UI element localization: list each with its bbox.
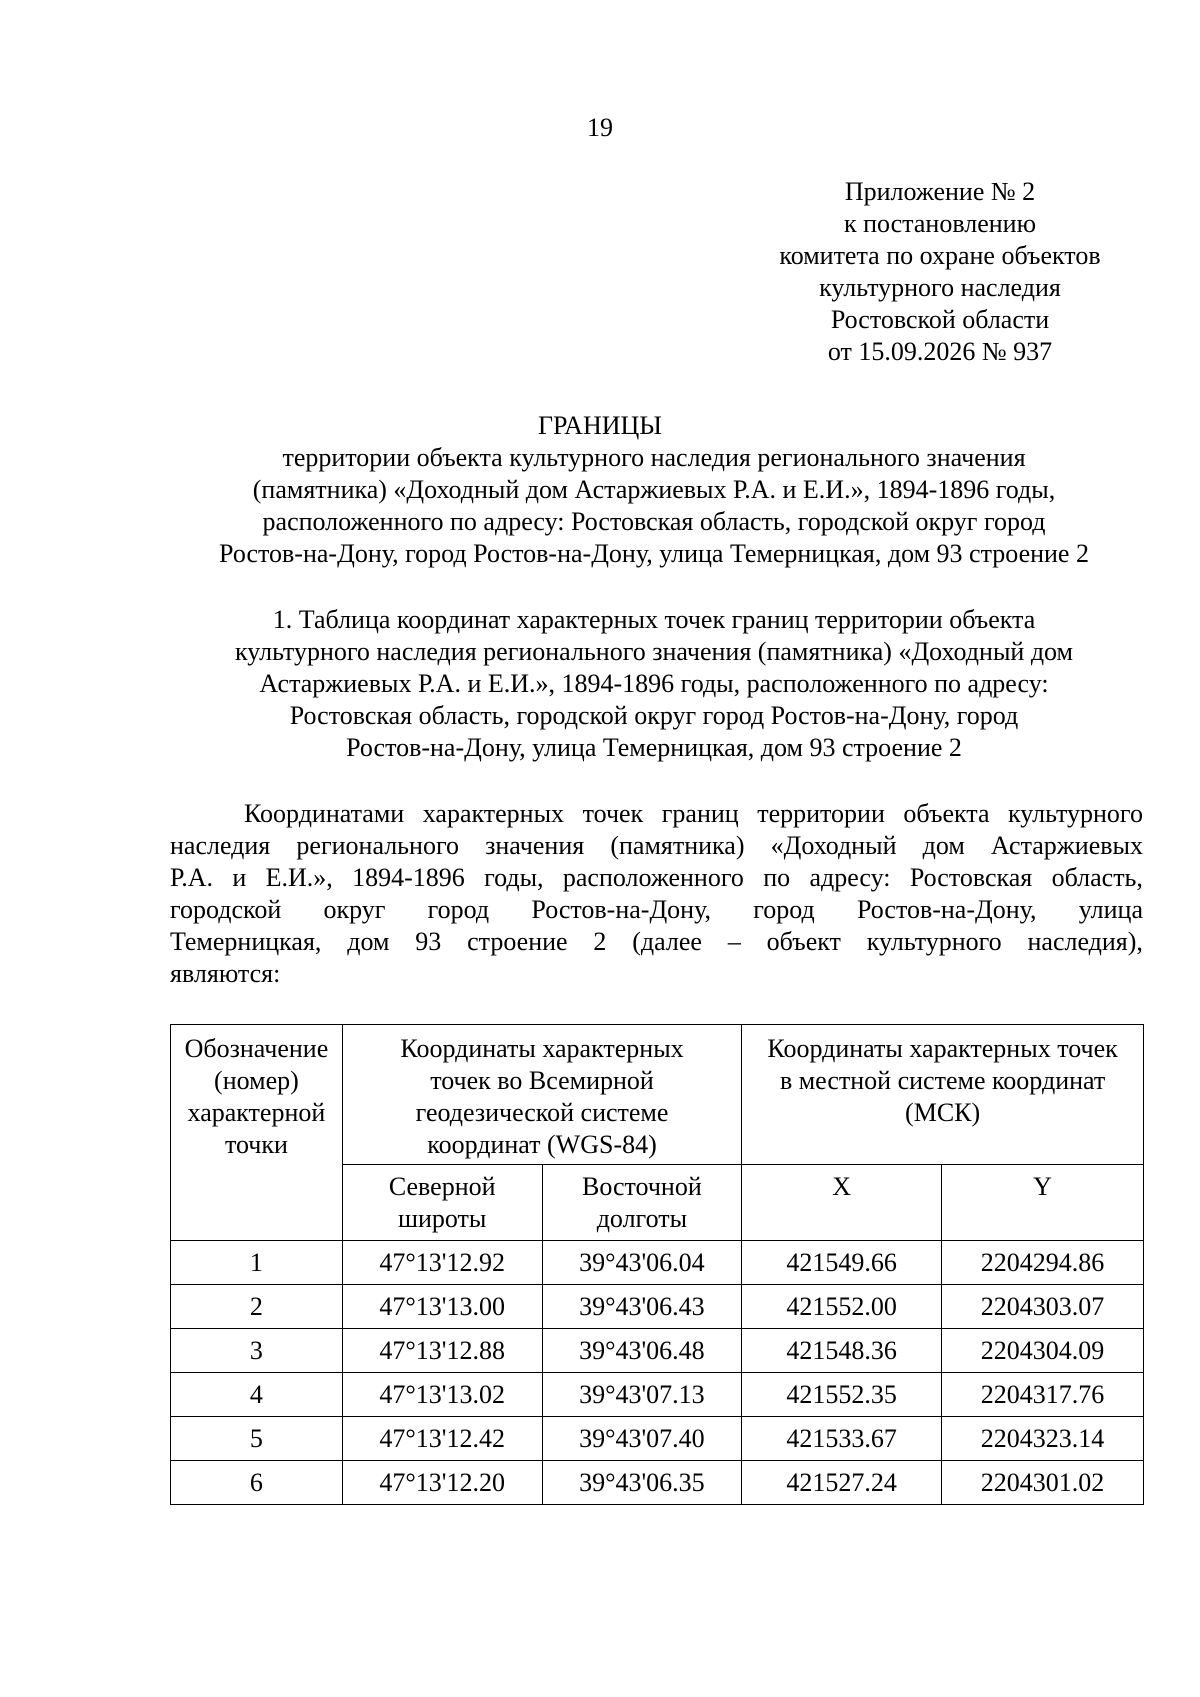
paragraph-word: Р.А.: [170, 863, 213, 892]
paragraph-word: Ростов-на-Дону,: [531, 895, 711, 924]
section-heading-line: Ростовская область, городской округ город Ростов-на-Дону, город: [289, 701, 1019, 730]
latitude-cell: 47°13'12.88: [342, 1329, 542, 1373]
paragraph-line: [170, 958, 1143, 990]
appendix-line: от 15.09.2026 № 937: [827, 337, 1053, 366]
body-paragraph: [170, 798, 1143, 990]
subtitle-line: территории объекта культурного наследия регионального значения: [282, 443, 1026, 472]
latitude-cell: 47°13'12.20: [342, 1461, 542, 1505]
x-cell: 421552.35: [742, 1373, 942, 1417]
appendix-line: Ростовской области: [830, 305, 1050, 334]
longitude-cell: 39°43'06.48: [542, 1329, 742, 1373]
paragraph-word: культурного: [866, 927, 1002, 956]
y-cell: 2204304.09: [942, 1329, 1144, 1373]
paragraph-word: объект: [766, 927, 841, 956]
latitude-cell: 47°13'12.42: [342, 1417, 542, 1461]
header-latitude: Северной широты: [342, 1165, 542, 1241]
paragraph-word: и: [232, 863, 247, 892]
appendix-line: культурного наследия: [819, 273, 1061, 302]
subtitle-line: Ростов-на-Дону, город Ростов-на-Дону, улица Темерницкая, дом 93 строение 2: [219, 539, 1089, 568]
paragraph-word: границ: [661, 799, 739, 828]
header-msk-group: Координаты характерных точек в местной системе координат (МСК): [742, 1025, 1144, 1165]
table-row: [171, 1417, 1144, 1461]
section-heading: [170, 604, 1138, 764]
paragraph-line: [170, 830, 1143, 862]
section-heading-line: культурного наследия регионального значения (памятника) «Доходный дом: [234, 637, 1074, 666]
paragraph-word: Ростовская: [909, 863, 1033, 892]
table-row: [171, 1241, 1144, 1285]
paragraph-word: Е.И.»,: [265, 863, 333, 892]
x-cell: 421552.00: [742, 1285, 942, 1329]
document-subtitle: [170, 442, 1138, 570]
point-number-cell: 4: [171, 1373, 343, 1417]
header-point-number: Обозначение (номер) характерной точки: [171, 1025, 343, 1241]
paragraph-word: 2: [593, 927, 607, 956]
longitude-cell: 39°43'06.35: [542, 1461, 742, 1505]
paragraph-word: город: [753, 895, 815, 924]
paragraph-line: [170, 926, 1143, 958]
longitude-cell: 39°43'07.40: [542, 1417, 742, 1461]
paragraph-word: годы,: [484, 863, 544, 892]
table-row: [171, 1373, 1144, 1417]
paragraph-word: адресу:: [809, 863, 891, 892]
table-row: [171, 1329, 1144, 1373]
paragraph-line: [170, 862, 1143, 894]
paragraph-word: регионального: [296, 831, 459, 860]
paragraph-word: Астаржиевых: [990, 831, 1143, 860]
paragraph-word: характерных: [422, 799, 565, 828]
longitude-cell: 39°43'06.43: [542, 1285, 742, 1329]
point-number-cell: 3: [171, 1329, 343, 1373]
coordinates-table-body: [171, 1241, 1144, 1505]
paragraph-word: значения: [485, 831, 585, 860]
header-wgs84-group: Координаты характерных точек во Всемирной геодезической системе координат (WGS-84): [342, 1025, 741, 1165]
table-row: [171, 1285, 1144, 1329]
paragraph-word: объекта: [903, 799, 990, 828]
latitude-cell: 47°13'12.92: [342, 1241, 542, 1285]
appendix-line: Приложение № 2: [844, 177, 1036, 206]
latitude-cell: 47°13'13.02: [342, 1373, 542, 1417]
paragraph-word: Темерницкая,: [170, 927, 322, 956]
paragraph-word: 1894-1896: [352, 863, 465, 892]
y-cell: 2204317.76: [942, 1373, 1144, 1417]
document-title: ГРАНИЦЫ: [538, 411, 662, 440]
x-cell: 421548.36: [742, 1329, 942, 1373]
subtitle-line: расположенного по адресу: Ростовская область, городской округ город: [262, 507, 1046, 536]
paragraph-line: [170, 798, 1143, 830]
paragraph-word: строение: [467, 927, 568, 956]
y-cell: 2204323.14: [942, 1417, 1144, 1461]
paragraph-word: по: [763, 863, 791, 892]
latitude-cell: 47°13'13.00: [342, 1285, 542, 1329]
paragraph-word: область,: [1051, 863, 1143, 892]
paragraph-word: расположенного: [562, 863, 744, 892]
y-cell: 2204303.07: [942, 1285, 1144, 1329]
paragraph-word: являются:: [170, 959, 281, 988]
appendix-line: к постановлению: [843, 209, 1037, 238]
paragraph-word: город: [427, 895, 490, 924]
paragraph-word: наследия: [170, 831, 271, 860]
table-row: [171, 1461, 1144, 1505]
header-y: Y: [942, 1165, 1144, 1241]
x-cell: 421533.67: [742, 1417, 942, 1461]
point-number-cell: 5: [171, 1417, 343, 1461]
paragraph-word: городской: [170, 895, 282, 924]
point-number-cell: 1: [171, 1241, 343, 1285]
paragraph-word: точек: [582, 799, 644, 828]
paragraph-word: –: [727, 927, 741, 956]
paragraph-line: [170, 894, 1143, 926]
section-heading-line: Астаржиевых Р.А. и Е.И.», 1894-1896 годы, расположенного по адресу:: [259, 669, 1049, 698]
paragraph-word: (памятника): [610, 831, 745, 860]
paragraph-word: дом: [347, 927, 390, 956]
point-number-cell: 2: [171, 1285, 343, 1329]
paragraph-word: Координатами: [244, 799, 405, 828]
page-number: 19: [587, 113, 613, 142]
paragraph-word: «Доходный: [770, 831, 897, 860]
paragraph-word: улица: [1078, 895, 1143, 924]
paragraph-word: культурного: [1008, 799, 1143, 828]
paragraph-word: наследия),: [1027, 927, 1143, 956]
paragraph-word: Ростов-на-Дону,: [856, 895, 1037, 924]
paragraph-word: округ: [323, 895, 386, 924]
section-heading-line: Ростов-на-Дону, улица Темерницкая, дом 93 строение 2: [346, 733, 962, 762]
coordinates-table: [170, 1024, 1144, 1505]
paragraph-word: дом: [922, 831, 965, 860]
subtitle-line: (памятника) «Доходный дом Астаржиевых Р.А. и Е.И.», 1894-1896 годы,: [252, 475, 1056, 504]
paragraph-word: (далее: [632, 927, 702, 956]
longitude-cell: 39°43'07.13: [542, 1373, 742, 1417]
longitude-cell: 39°43'06.04: [542, 1241, 742, 1285]
header-longitude: Восточной долготы: [542, 1165, 742, 1241]
section-heading-line: 1. Таблица координат характерных точек границ территории объекта: [272, 605, 1036, 634]
y-cell: 2204301.02: [942, 1461, 1144, 1505]
x-cell: 421549.66: [742, 1241, 942, 1285]
paragraph-word: территории: [757, 799, 885, 828]
appendix-line: комитета по охране объектов: [779, 241, 1101, 270]
paragraph-word: 93: [415, 927, 442, 956]
point-number-cell: 6: [171, 1461, 343, 1505]
x-cell: 421527.24: [742, 1461, 942, 1505]
appendix-block: [744, 176, 1136, 368]
y-cell: 2204294.86: [942, 1241, 1144, 1285]
header-x: X: [742, 1165, 942, 1241]
